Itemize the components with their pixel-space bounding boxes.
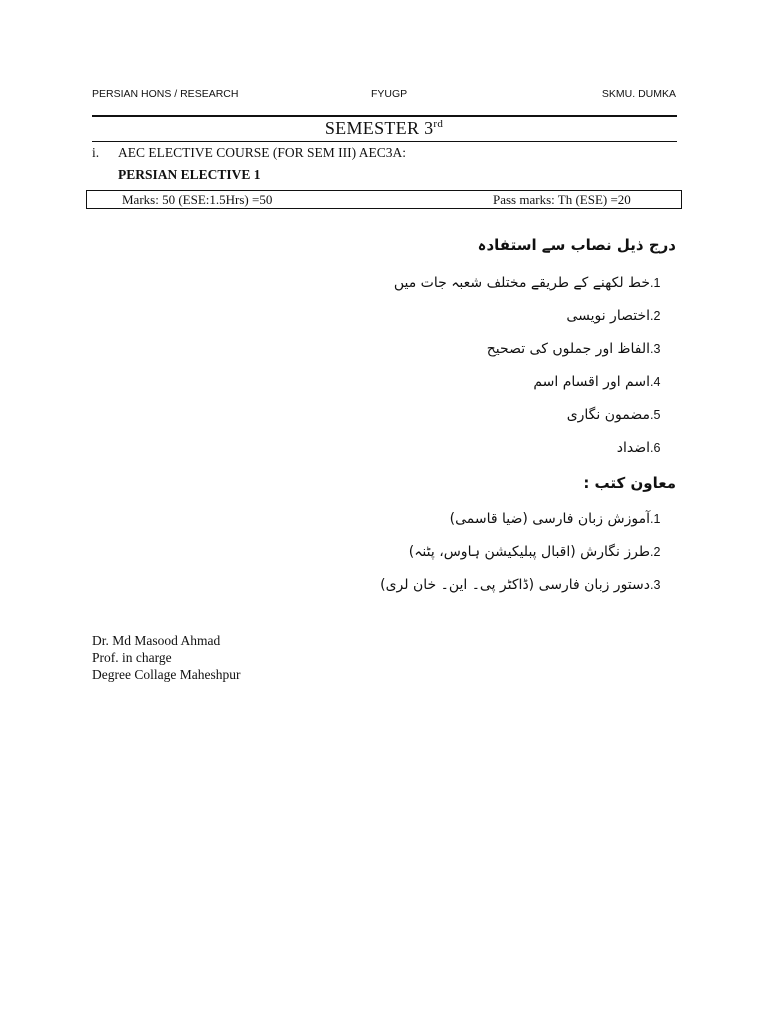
item-text: اسم اور اقسام اسم (533, 374, 650, 390)
item-text: خط لکھنے کے طریقے مختلف شعبہ جات میں (393, 275, 650, 291)
list-item (256, 369, 676, 402)
header-center: FYUGP (371, 88, 408, 100)
signatory-college: Degree Collage Maheshpur (92, 667, 241, 682)
semester-title (0, 118, 768, 139)
item-text: آموزش زبان فارسی (ضیا قاسمی) (449, 511, 650, 527)
books-heading: معاون کتب : (583, 474, 676, 492)
elective-title: PERSIAN ELECTIVE 1 (118, 167, 261, 182)
list-item (256, 572, 676, 605)
item-number: 3. (650, 578, 661, 592)
list-item (256, 435, 676, 468)
course-text: AEC ELECTIVE COURSE (FOR SEM III) AEC3A: (118, 145, 406, 160)
item-number: 4. (650, 375, 661, 389)
marks-text: Marks: 50 (ESE:1.5Hrs) =50 (122, 192, 273, 207)
item-text: الفاظ اور جملوں کی تصحیح (486, 341, 650, 357)
semester-title-text: SEMESTER 3 (324, 118, 434, 138)
item-number: 3. (650, 342, 661, 356)
signature-block (92, 632, 240, 683)
header-left: PERSIAN HONS / RESEARCH (92, 88, 239, 100)
list-item (256, 539, 676, 572)
marks-box (86, 190, 682, 209)
books-list (256, 506, 676, 605)
list-item (256, 402, 676, 435)
page-header (92, 88, 676, 104)
list-item (256, 336, 676, 369)
signatory-title: Prof. in charge (92, 650, 172, 665)
item-text: دستور زبان فارسی (ڈاکٹر پی۔ این۔ خان لری) (380, 577, 650, 593)
pass-marks-text: Pass marks: Th (ESE) =20 (493, 192, 631, 207)
item-number: 6. (650, 441, 661, 455)
item-number: 2. (650, 545, 661, 559)
item-text: مضمون نگاری (566, 407, 650, 423)
top-rule (92, 115, 677, 117)
course-numeral: i. (92, 145, 100, 160)
signatory-name: Dr. Md Masood Ahmad (92, 633, 221, 648)
item-number: 1. (650, 276, 661, 290)
header-right: SKMU. DUMKA (601, 88, 676, 100)
item-number: 2. (650, 309, 661, 323)
syllabus-list (256, 270, 676, 468)
course-line (92, 145, 406, 161)
item-text: طرز نگارش (اقبال پبلیکیشن ہاوس، پٹنہ) (408, 544, 650, 560)
item-text: اضداد (616, 440, 650, 456)
list-item (256, 303, 676, 336)
item-number: 1. (650, 512, 661, 526)
semester-superscript: rd (433, 118, 444, 130)
syllabus-heading: درج ذیل نصاب سے استفادہ (477, 236, 676, 254)
item-number: 5. (650, 408, 661, 422)
item-text: اختصار نویسی (566, 308, 650, 324)
title-rule (92, 141, 677, 142)
list-item (256, 506, 676, 539)
list-item (256, 270, 676, 303)
